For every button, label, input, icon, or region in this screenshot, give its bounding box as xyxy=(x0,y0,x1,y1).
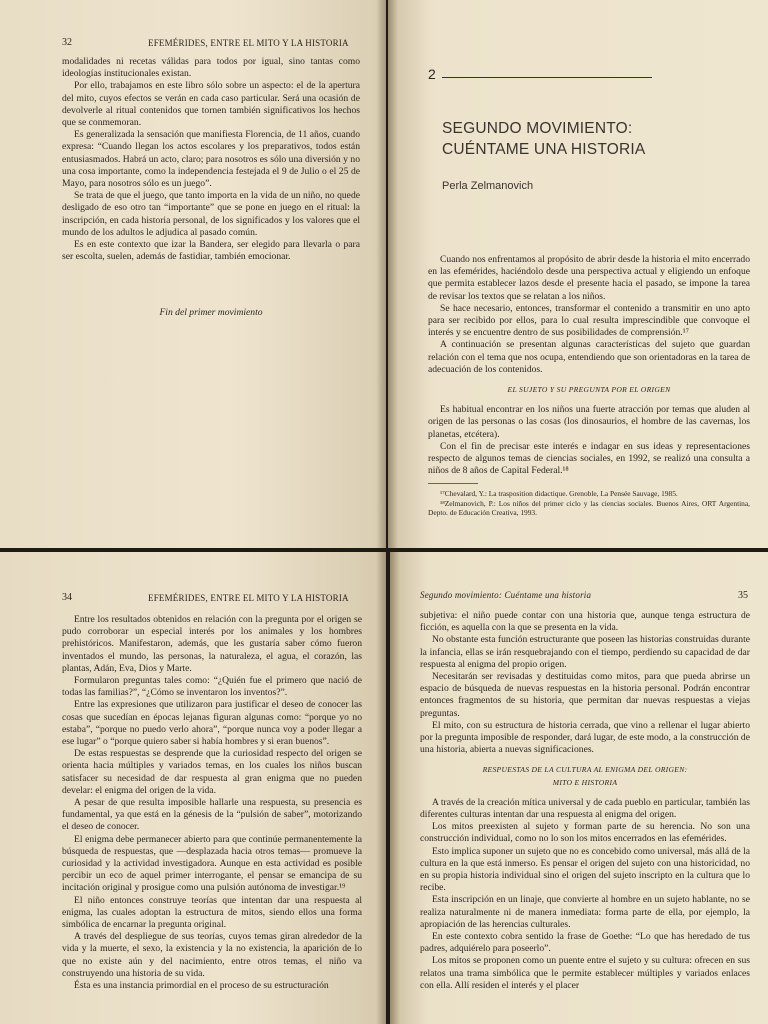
running-head: EFEMÉRIDES, ENTRE EL MITO Y LA HISTORIA xyxy=(148,38,349,48)
paragraph: Formularon preguntas tales como: “¿Quién fue el primero que nació de todas las familias?”, “¿Cómo se inventaron los inventos?”. xyxy=(62,675,362,699)
gutter-shadow xyxy=(390,552,400,1024)
chapter-number: 2 xyxy=(428,66,436,82)
paragraph: A través del despliegue de sus teorías, cuyos temas giran alrededor de la vida y la muerte, el sexo, la existencia y la no existencia, la aparición de lo que no existe aún y del nacimiento, entre otros temas, el niño va construyendo una historia de su vida. xyxy=(62,931,362,979)
paragraph: Cuando nos enfrentamos al propósito de abrir desde la historia el mito encerrado en las efemérides, haciéndolo desde una perspectiva actual y eligiendo un enfoque que permita establecer lazos desde el presente hacia el pasado, se impone la tarea de revisar los textos que se relatan a los niños. xyxy=(428,254,750,302)
section-heading: EL SUJETO Y SU PREGUNTA POR EL ORIGEN xyxy=(507,385,671,395)
paragraph: A través de la creación mítica universal y de cada pueblo en particular, también las diferentes culturas intentan dar una respuesta al enigma del origen. xyxy=(420,796,750,821)
body-text xyxy=(62,56,360,263)
body-text xyxy=(62,614,362,992)
chapter-title-line2: CUÉNTAME UNA HISTORIA xyxy=(442,141,646,158)
paragraph: Es en este contexto que izar la Bandera, ser elegido para llevarla o para ser escolta, suelen, además de fastidiar, también emocionar. xyxy=(62,239,360,263)
paragraph: Es habitual encontrar en los niños una fuerte atracción por temas que aluden al origen de las personas o las cosas (los dinosaurios, el hombre de las cavernas, los planetas, etcétera). xyxy=(428,404,750,440)
paragraph: Por ello, trabajamos en este libro sólo sobre un aspecto: el de la apertura del mito, cuyos efectos se verán en cada caso particular. Será una ocasión de devolverle al ritual contenidos que tornen también significativos los hechos que se conmemoran. xyxy=(62,80,360,129)
body-text xyxy=(420,610,750,992)
paragraph: No obstante esta función estructurante que poseen las historias construidas durante la infancia, ellas se irán resquebrajando con el tiempo, perdiendo su capacidad de dar respuesta al enigma del propio origen. xyxy=(420,634,750,670)
paragraph: En este contexto cobra sentido la frase de Goethe: “Lo que has heredado de tus padres, adquiérelo para poseerlo”. xyxy=(420,931,750,955)
paragraph: Con el fin de precisar este interés e indagar en sus ideas y representaciones respecto de algunos temas de ciencias sociales, en 1992, se realizó una consulta a niños de 8 años de Capital Federal.¹⁸ xyxy=(428,440,750,477)
section-heading-line2: MITO E HISTORIA xyxy=(552,777,618,787)
footnote-rule xyxy=(428,483,478,484)
paragraph: Se trata de que el juego, que tanto importa en la vida de un niño, no quede desligado de eso otro tan “importante” que se pone en juego en el ritual: la inscripción, en cada historia personal, de los significados y los valores que el mundo de los adultos le adjudica al pasado común. xyxy=(62,190,360,238)
paragraph: A continuación se presentan algunas características del sujeto que guardan relación con el tema que nos ocupa, entendiendo que son orientadoras en la tarea de adecuación de los contenidos. xyxy=(428,339,750,375)
chapter-author: Perla Zelmanovich xyxy=(442,180,534,192)
section-closing: Fin del primer movimiento xyxy=(159,307,263,318)
section-heading xyxy=(420,764,750,788)
section-heading-line1: RESPUESTAS DE LA CULTURA AL ENIGMA DEL ORIGEN: xyxy=(482,765,688,775)
paragraph: Esto implica suponer un sujeto que no es concebido como universal, más allá de la cultura en la que está inmerso. Es pensar el origen del sujeto con una historicidad, no en su propia historia individual sino el origen del sujeto inscripto en la cultura que lo recibe. xyxy=(420,845,750,894)
paragraph: El niño entonces construye teorías que intentan dar una respuesta al enigma, las cuales adoptan la estructura de mitos, siendo ellos una forma simbólica de encarnar la pregunta original. xyxy=(62,894,362,931)
gutter-shadow xyxy=(376,0,386,548)
page-number: 34 xyxy=(62,592,72,603)
paragraph: Es generalizada la sensación que manifiesta Florencia, de 11 años, cuando expresa: “Cuando llegan los actos escolares y los preparativos, todos están entusiasmados. Habrá un acto, claro; para nosotros es sólo una diversión y no una cosa importante, como la independencia festejada el 9 de Julio o el 25 de Mayo, para nosotros sólo es un juego”. xyxy=(62,129,360,190)
paragraph: Entre los resultados obtenidos en relación con la pregunta por el origen se pudo corroborar un especial interés por los animales y los hombres prehistóricos. Manifestaron, además, que les gustaría saber cómo fueron inventados el mundo, las personas, la naturaleza, el agua, el corazón, las plantas, Adán, Eva, Dios y Marte. xyxy=(62,614,362,674)
running-head: EFEMÉRIDES, ENTRE EL MITO Y LA HISTORIA xyxy=(148,593,349,603)
chapter-title-line1: SEGUNDO MOVIMIENTO: xyxy=(442,120,633,137)
paragraph: Entre las expresiones que utilizaron para justificar el deseo de conocer las cosas que sucedían en épocas lejanas figuran algunas como: “porque yo no estaba”, “porque no puedo verlo ahora”, “porque nunca voy a poder llegar a ese lugar” o “porque quiero saber si había hombres y si eran buenos”. xyxy=(62,699,362,748)
footnote: ¹⁷Chevalard, Y.: La trasposition didactique. Grenoble, La Pensée Sauvage, 1985. xyxy=(440,489,678,499)
paragraph: De estas respuestas se desprende que la curiosidad respecto del origen se orienta hacia múltiples y variados temas, en los cuales los niños buscan satisfacer su necesidad de dar respuesta al gran enigma que no pueden develar: el enigma del origen de la vida. xyxy=(62,748,362,796)
chapter-rule xyxy=(442,77,652,78)
paragraph: Esta inscripción en un linaje, que convierte al hombre en un sujeto hablante, no se realiza naturalmente ni de manera inmediata: forma parte de ella, por ejemplo, la apropiación de las herencias culturales. xyxy=(420,894,750,930)
paragraph: Los mitos preexisten al sujeto y forman parte de su herencia. No son una construcción individual, como no lo son los mitos encerrados en las efemérides. xyxy=(420,821,750,845)
paragraph: subjetiva: el niño puede contar con una historia que, aunque tenga estructura de ficción, es aquella con la que se presenta en la vida. xyxy=(420,610,750,634)
chapter-title xyxy=(442,118,645,160)
page-35 xyxy=(390,552,768,1024)
paragraph: modalidades ni recetas válidas para todos por igual, sino tantas como ideologías institucionales existan. xyxy=(62,56,360,80)
page-number: 35 xyxy=(738,590,748,601)
paragraph: Se hace necesario, entonces, transformar el contenido a transmitir en uno apto para ser recibido por ellos, para lo cual resulta imprescindible que convoque el interés y se encuentre dentro de sus posibilidades de comprensión.¹⁷ xyxy=(428,302,750,339)
paragraph: El enigma debe permanecer abierto para que continúe permanentemente la búsqueda de respuestas, que —desplazada hacia otros temas— promueve la curiosidad y la actividad investigadora. Aunque en esta actividad es posible percibir un eco de aquel primer interrogante, el pensar se emancipa de su incitación original y prosigue como una pulsión autónoma de investigar.¹⁹ xyxy=(62,833,362,894)
running-head: Segundo movimiento: Cuéntame una historia xyxy=(420,590,592,600)
page-33 xyxy=(388,0,768,548)
paragraph: Ésta es una instancia primordial en el proceso de su estructuración xyxy=(74,980,329,992)
page-34 xyxy=(0,552,386,1024)
paragraph: El mito, con su estructura de historia cerrada, que vino a rellenar el lugar abierto por la pregunta imposible de responder, dará lugar, de este modo, a la construcción de una historia, abierta a nuevas significaciones. xyxy=(420,719,750,756)
footnotes xyxy=(428,489,750,517)
gutter-shadow xyxy=(376,552,386,1024)
body-text xyxy=(428,254,750,518)
page-32 xyxy=(0,0,386,548)
page-number: 32 xyxy=(62,37,72,48)
paragraph: Los mitos se proponen como un puente entre el sujeto y su cultura: ofrecen en sus relatos una trama simbólica que le permite establecer múltiples y variados enlaces con ella. Allí residen el interés y el placer xyxy=(420,955,750,991)
footnote: ¹⁸Zelmanovich, P.: Los niños del primer ciclo y las ciencias sociales. Buenos Aires, ORT Argentina, Depto. de Educación Creativa, 1993. xyxy=(428,498,750,518)
gutter-shadow xyxy=(388,0,398,548)
paragraph: Necesitarán ser revisadas y destituidas como mitos, para que pueda abrirse un espacio de búsqueda de nuevas respuestas en la historia personal. Podrán encontrar entonces fragmentos de su historia, que permitan dar nuevas respuestas a viejas preguntas. xyxy=(420,671,750,719)
paragraph: A pesar de que resulta imposible hallarle una respuesta, su presencia es fundamental, ya que está en la génesis de la “pulsión de saber”, motorizando el deseo de conocer. xyxy=(62,797,362,833)
